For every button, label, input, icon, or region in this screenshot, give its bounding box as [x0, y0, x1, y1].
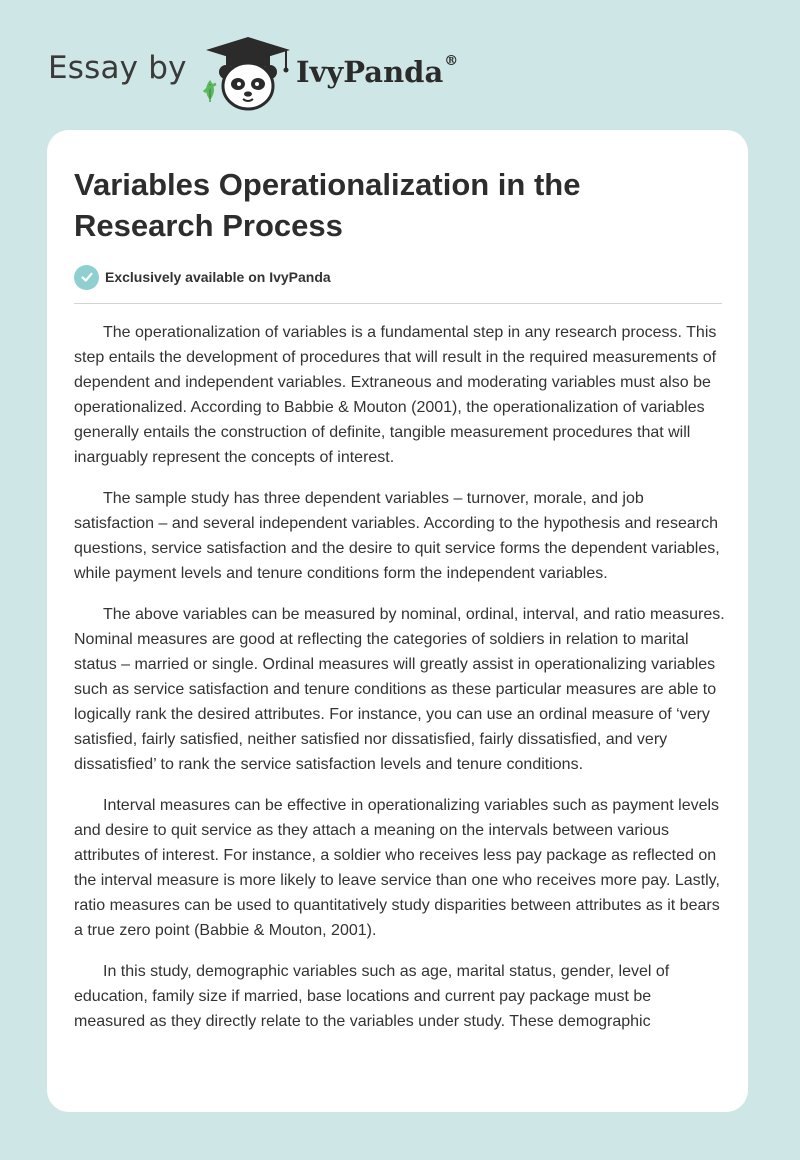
paragraph: Interval measures can be effective in operationalizing variables such as payment levels and desire to quit service as they attach a meaning on the intervals between various attributes of interest. For instance, a soldier who receives less pay package as reflected on the interval measure is more likely to leave service than one who receives more pay. Lastly, ratio measures can be used to quantitatively study disparities between attributes as it bears a true zero point (Babbie & Mouton, 2001).: [74, 797, 720, 939]
exclusive-badge: [74, 264, 331, 290]
check-circle-icon: [74, 265, 99, 290]
brand-name: IvyPanda: [296, 55, 444, 89]
paragraph: In this study, demographic variables such as age, marital status, gender, level of education, family size if married, base locations and current pay package must be measured as they directly relate to the variables under study. These demographic: [74, 963, 670, 1030]
essay-by-label: Essay by: [48, 50, 187, 86]
exclusive-label: Exclusively available on IvyPanda: [105, 269, 331, 285]
paragraph: The operationalization of variables is a fundamental step in any research process. This step entails the development of procedures that will result in the required measurements of dependent and independent variables. Extraneous and moderating variables must also be operationalized. According to Babbie & Mouton (2001), the operationalization of variables generally entails the construction of definite, tangible measurement procedures that will inarguably represent the concepts of interest.: [74, 324, 717, 466]
panda-graduate-icon[interactable]: [200, 34, 296, 112]
paragraph: The above variables can be measured by nominal, ordinal, interval, and ratio measures. Nominal measures are good at reflecting the categories of soldiers in relation to marital status – married or single. Ordinal measures will greatly assist in operationalizing variables such as service satisfaction and tenure conditions as these particular measures are able to logically rank the desired attributes. For instance, you can use an ordinal measure of ‘very satisfied, fairly satisfied, neither satisfied nor dissatisfied, fairly dissatisfied, and very dissatisfied’ to rank the service satisfaction levels and tenure conditions.: [74, 606, 725, 773]
article-title: Variables Operationalization in the Research Process: [74, 167, 581, 243]
paragraph: The sample study has three dependent variables – turnover, morale, and job satisfaction – and several independent variables. According to the hypothesis and research questions, service satisfaction and the desire to quit service forms the dependent variables, while payment levels and tenure conditions form the independent variables.: [74, 490, 720, 582]
site-header: [0, 0, 800, 120]
registered-mark: ®: [444, 53, 459, 69]
divider: [74, 303, 722, 304]
brand-logo-text[interactable]: [296, 55, 458, 89]
article-card: [47, 130, 748, 1112]
article-body: [74, 320, 726, 1050]
